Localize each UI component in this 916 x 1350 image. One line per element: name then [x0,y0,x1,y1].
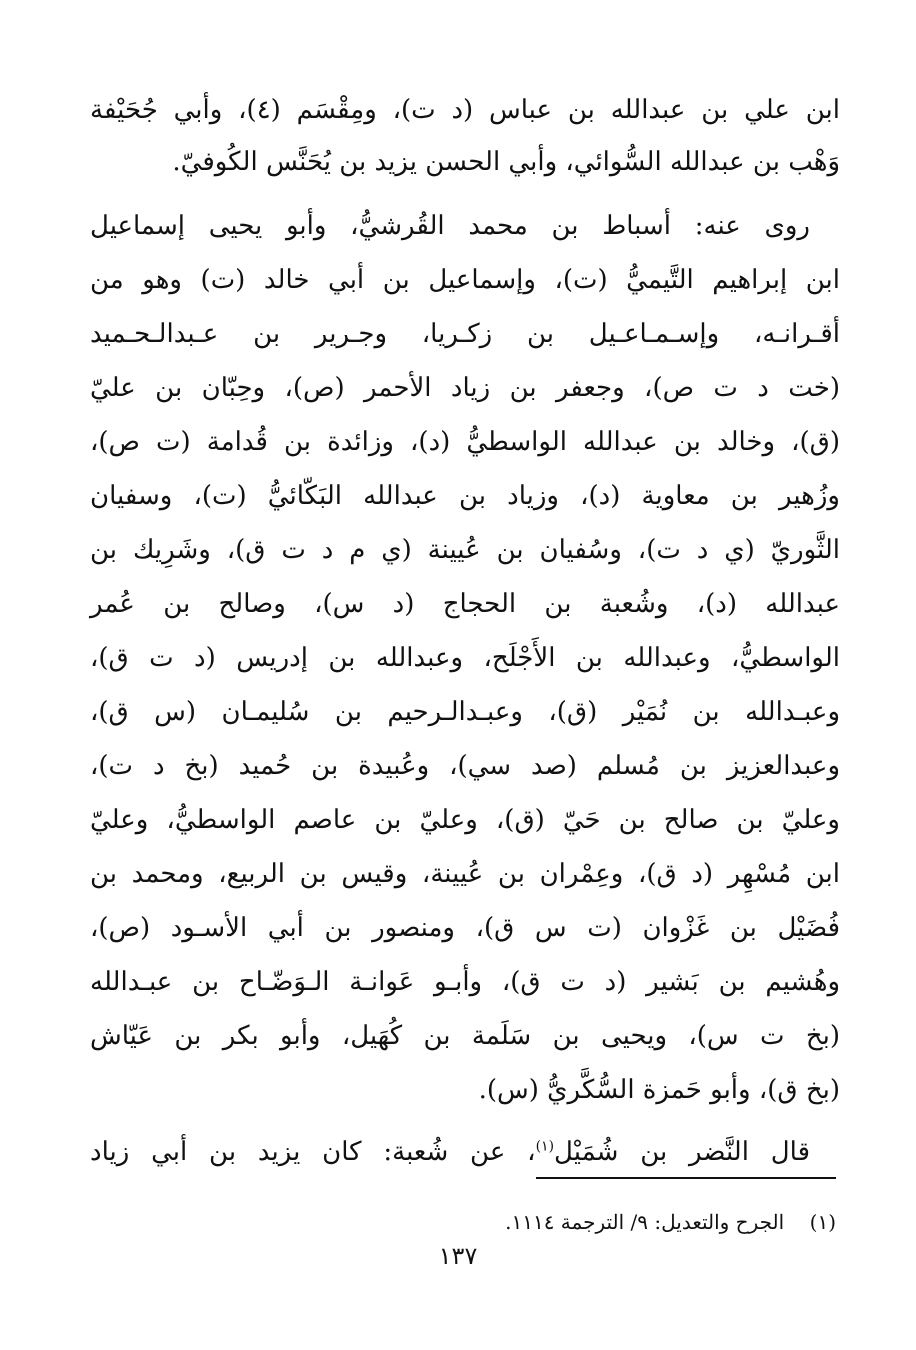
text-line: فُضَيْل بن غَزْوان (ت س ق)، ومنصور بن أبي الأسـود (ص)، [90,913,840,943]
footnote-separator [536,1177,836,1179]
text-line-content: قال النَّضر بن شُمَيْل$^{(١)}$، عن شُعبة: كان يزيد بن أبي زياد [90,1136,810,1167]
text-line: وَهْب بن عبدالله السُّوائي، وأبي الحسن يزيد بن يُحَنَّس الكُوفيّ. [172,147,840,177]
text-line: ابن مُسْهِر (د ق)، وعِمْران بن عُيينة، وقيس بن الربيع، ومحمد بن [90,859,840,889]
text-line: أقـرانـه، وإسـمـاعـيل بن زكـريا، وجـرير بن عـبدالـحـميد [90,319,840,349]
text-line: (خت د ت ص)، وجعفر بن زياد الأحمر (ص)، وحِبّان بن عليّ [90,373,840,403]
page-number: ١٣٧ [438,1242,478,1270]
text-line: (بخ ق)، وأبو حَمزة السُّكَّريُّ (س). [478,1075,840,1105]
text-line: ابن إبراهيم التَّيميُّ (ت)، وإسماعيل بن أبي خالد (ت) وهو من [90,265,840,295]
text-line [90,1128,810,1170]
text-line: عبدالله (د)، وشُعبة بن الحجاج (د س)، وصالح بن عُمر [90,589,840,619]
text-line: وهُشيم بن بَشير (د ت ق)، وأبـو عَوانـة الـوَضّـاح بن عبـدالله [90,967,840,997]
text-line: وعبدالعزيز بن مُسلم (صد سي)، وعُبيدة بن حُميد (بخ د ت)، [90,751,840,781]
text-line: الواسطيُّ، وعبدالله بن الأَجْلَح، وعبدالله بن إدريس (د ت ق)، [90,643,840,673]
text-line: (بخ ت س)، ويحيى بن سَلَمة بن كُهَيل، وأبو بكر بن عَيّاش [90,1021,840,1051]
text-line: وعليّ بن صالح بن حَيّ (ق)، وعليّ بن عاصم الواسطيُّ، وعليّ [90,805,840,835]
text-line: روى عنه: أسباط بن محمد القُرشيُّ، وأبو يحيى إسماعيل [90,211,810,241]
text-line: وزُهير بن معاوية (د)، وزياد بن عبدالله البَكّائيُّ (ت)، وسفيان [90,481,840,511]
text-line: (ق)، وخالد بن عبدالله الواسطيُّ (د)، وزائدة بن قُدامة (ت ص)، [90,427,840,457]
text-line: وعبـدالله بن نُمَيْر (ق)، وعبـدالـرحيم بن سُليمـان (س ق)، [90,697,840,727]
footnote-text: الجرح والتعديل: ٩/ الترجمة ١١١٤. [505,1210,785,1234]
footnote-reference: (١) [535,1138,555,1154]
text-line: الثَّوريّ (ي د ت)، وسُفيان بن عُيينة (ي م د ت ق)، وشَرِيك بن [90,535,840,565]
footnote [505,1208,836,1236]
text-line: ابن علي بن عبدالله بن عباس (د ت)، ومِقْسَم (٤)، وأبي جُحَيْفة [90,95,840,125]
footnote-number: (١) [809,1210,836,1234]
